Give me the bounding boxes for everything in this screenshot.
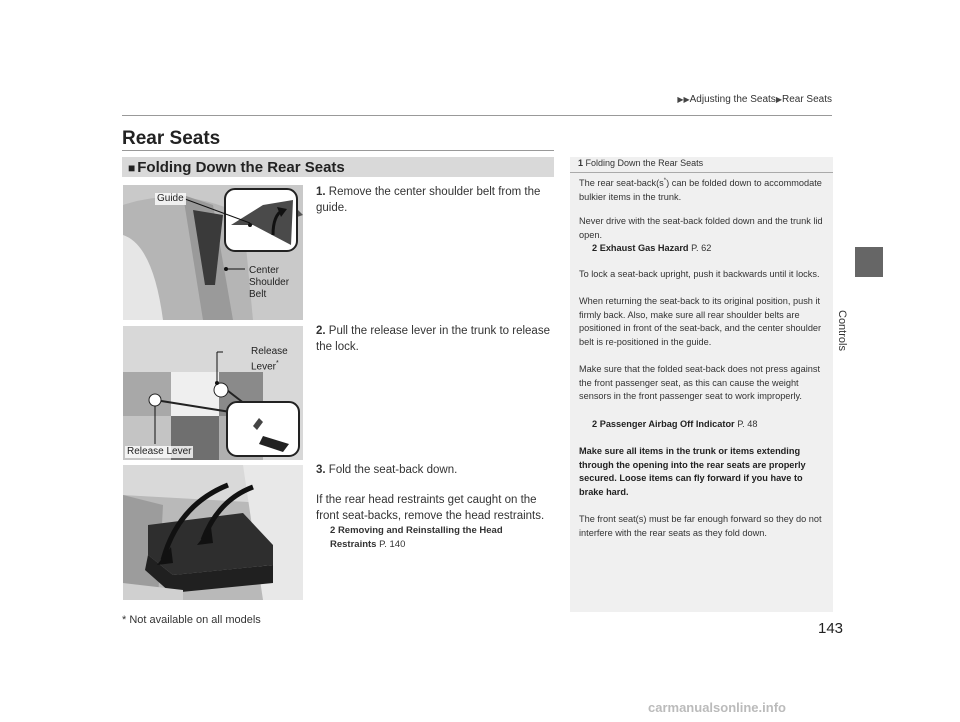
step-2-text: Pull the release lever in the trunk to release the lock. bbox=[316, 325, 550, 353]
header-rule bbox=[122, 115, 832, 116]
page-number: 143 bbox=[818, 620, 844, 637]
step-1-number: 1. bbox=[316, 186, 326, 198]
step-extra-text: If the rear head restraints get caught on the front seat-backs, remove the head restraints. bbox=[316, 494, 545, 522]
note-p1a: The rear seat-back(s bbox=[579, 178, 664, 189]
figure-center-belt bbox=[123, 185, 303, 320]
page-title: Rear Seats bbox=[122, 128, 221, 149]
notes-header-rule bbox=[570, 172, 833, 173]
breadcrumb-arrows-icon: ▶▶ bbox=[677, 95, 690, 104]
figure-fold-seat bbox=[123, 465, 303, 600]
note-paragraph-1 bbox=[579, 175, 825, 204]
note-ref-2 bbox=[592, 418, 838, 432]
side-tab bbox=[855, 247, 883, 277]
note-p1-star: * bbox=[663, 178, 667, 184]
step-reference bbox=[330, 524, 550, 552]
side-label: Controls bbox=[836, 310, 848, 351]
note-paragraph-2: Never drive with the seat-back folded down and the trunk lid open. bbox=[579, 216, 823, 240]
step-3-text: Fold the seat-back down. bbox=[328, 464, 458, 476]
step-1-text: Remove the center shoulder belt from the guide. bbox=[316, 186, 541, 214]
label-lever-text: Lever bbox=[251, 361, 277, 373]
section-bullet-icon: ■ bbox=[128, 161, 136, 175]
label-shoulder: Shoulder bbox=[249, 277, 290, 288]
step-3-number: 3. bbox=[316, 464, 326, 476]
figure-center-belt-illustration bbox=[123, 185, 303, 320]
figure-fold-seat-illustration bbox=[123, 465, 303, 600]
note-ref-1-page: P. 62 bbox=[691, 243, 712, 253]
step-2-number: 2. bbox=[316, 325, 326, 337]
label-center: Center bbox=[249, 265, 280, 276]
step-2 bbox=[316, 323, 556, 355]
step-ref-icon: 2 bbox=[330, 525, 336, 536]
label-release-lever: Release Lever bbox=[127, 446, 192, 457]
label-lever bbox=[251, 358, 279, 373]
section-title-text: Folding Down the Rear Seats bbox=[137, 159, 345, 176]
note-paragraph-3: To lock a seat-back upright, push it backwards until it locks. bbox=[579, 269, 820, 279]
label-lever-star: * bbox=[276, 360, 279, 367]
label-belt: Belt bbox=[249, 289, 267, 300]
label-guide: Guide bbox=[157, 193, 184, 204]
notes-header-icon: 1 bbox=[578, 158, 584, 168]
step-ref-link[interactable]: Removing and Reinstalling the Head Restraints bbox=[330, 525, 503, 550]
label-release: Release bbox=[251, 346, 288, 357]
figure-release-lever bbox=[123, 326, 303, 460]
notes-header-text: Folding Down the Rear Seats bbox=[585, 158, 704, 168]
note-paragraph-4: When returning the seat-back to its original position, push it firmly back. Also, make sure all rear shoulder belts are positioned in front of the seat-back, and the center shoulder belt is re-positioned in the guide. bbox=[579, 296, 822, 347]
note-paragraph-6: Make sure all items in the trunk or items extending through the opening into the rear seats are properly secured. Loose items can fly forward if you have to brake hard. bbox=[579, 446, 806, 497]
section-title bbox=[128, 159, 345, 176]
note-p1b: ) can be folded down to accommodate bulkier items in the trunk. bbox=[579, 178, 822, 202]
footnote: * Not available on all models bbox=[122, 614, 261, 626]
note-paragraph-5: Make sure that the folded seat-back does not press against the front passenger seat, as this can cause the weight sensors in the front passenger seat to work improperly. bbox=[579, 364, 821, 401]
step-ref-page: P. 140 bbox=[379, 539, 406, 550]
title-rule bbox=[122, 150, 554, 151]
note-ref-1-icon: 2 bbox=[592, 243, 598, 253]
breadcrumb-separator-icon: ▶ bbox=[775, 95, 782, 104]
note-ref-1 bbox=[592, 242, 838, 256]
note-ref-2-icon: 2 bbox=[592, 419, 598, 429]
step-1 bbox=[316, 184, 556, 216]
watermark: carmanualsonline.info bbox=[648, 700, 786, 715]
step-3 bbox=[316, 462, 556, 478]
note-ref-2-page: P. 48 bbox=[737, 419, 758, 429]
note-ref-2-link[interactable]: Passenger Airbag Off Indicator bbox=[599, 419, 735, 429]
note-paragraph-7: The front seat(s) must be far enough forward so they do not interfere with the rear seats as they fold down. bbox=[579, 514, 822, 538]
breadcrumb-current: Rear Seats bbox=[781, 94, 832, 105]
notes-header bbox=[578, 158, 703, 168]
note-ref-1-link[interactable]: Exhaust Gas Hazard bbox=[599, 243, 689, 253]
breadcrumb bbox=[677, 94, 832, 105]
breadcrumb-parent[interactable]: Adjusting the Seats bbox=[689, 94, 776, 105]
